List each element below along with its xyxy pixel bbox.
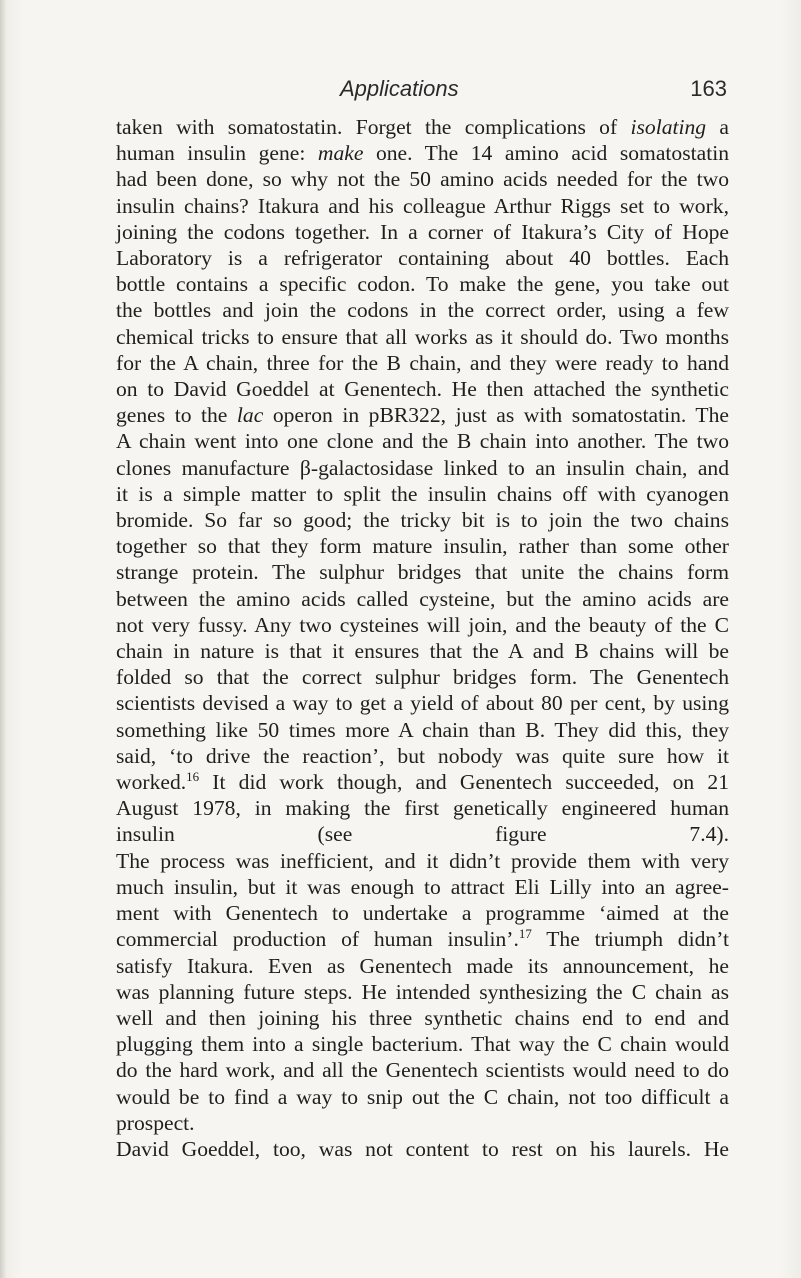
text-line: human insulin gene: make one. The 14 amino acid somatostatin: [116, 141, 729, 166]
text-line: worked.$^{16}$ It did work though, and Genentech succeeded, on 21: [116, 768, 729, 795]
text-line: would be to find a way to snip out the C chain, not too difficult a: [116, 1084, 729, 1109]
text-line: insulin chains? Itakura and his colleague Arthur Riggs set to work,: [116, 193, 729, 218]
text-line: much insulin, but it was enough to attract Eli Lilly into an agree-: [116, 874, 729, 899]
paragraph-1: [116, 114, 729, 848]
text-line: on to David Goeddel at Genentech. He then attached the synthetic: [116, 377, 729, 402]
text-line: insulin (see figure 7.4).: [116, 822, 729, 847]
text-line: said, ‘to drive the reaction’, but nobody was quite sure how it: [116, 743, 729, 768]
footnote-ref: 17: [518, 926, 532, 942]
text-line: strange protein. The sulphur bridges that unite the chains form: [116, 560, 729, 585]
text-line: David Goeddel, too, was not content to rest on his laurels. He: [116, 1136, 729, 1161]
page-header: [0, 76, 801, 110]
text-line: was planning future steps. He intended synthesizing the C chain as: [116, 979, 729, 1004]
footnote-ref: 16: [186, 768, 200, 784]
text-line: Laboratory is a refrigerator containing about 40 bottles. Each: [116, 246, 729, 271]
text-line: joining the codons together. In a corner of Itakura’s City of Hope: [116, 219, 729, 244]
text-line: not very fussy. Any two cysteines will join, and the beauty of the C: [116, 612, 729, 637]
text-line: ment with Genentech to undertake a programme ‘aimed at the: [116, 901, 729, 926]
body-text: [116, 114, 729, 1162]
text-line: clones manufacture β-galactosidase linked to an insulin chain, and: [116, 455, 729, 480]
text-line: August 1978, in making the first genetically engineered human: [116, 796, 729, 821]
text-line: A chain went into one clone and the B chain into another. The two: [116, 429, 729, 454]
text-line: had been done, so why not the 50 amino acids needed for the two: [116, 167, 729, 192]
text-line: genes to the lac operon in pBR322, just as with somatostatin. The: [116, 403, 729, 428]
emphasis: make: [317, 141, 364, 166]
text-line: well and then joining his three synthetic chains end to end and: [116, 1005, 729, 1030]
text-line: plugging them into a single bacterium. That way the C chain would: [116, 1032, 729, 1057]
text-line: satisfy Itakura. Even as Genentech made its announcement, he: [116, 953, 729, 978]
text-line: bromide. So far so good; the tricky bit is to join the two chains: [116, 508, 729, 533]
text-line: for the A chain, three for the B chain, and they were ready to hand: [116, 350, 729, 375]
text-line: folded so that the correct sulphur bridges form. The Genentech: [116, 665, 729, 690]
text-line: do the hard work, and all the Genentech scientists would need to do: [116, 1058, 729, 1083]
emphasis: lac: [236, 403, 264, 428]
text-line: something like 50 times more A chain than B. They did this, they: [116, 717, 729, 742]
text-line: it is a simple matter to split the insulin chains off with cyanogen: [116, 481, 729, 506]
text-line: chemical tricks to ensure that all works as it should do. Two months: [116, 324, 729, 349]
page-binding-shadow: [0, 0, 6, 1278]
text-line: the bottles and join the codons in the correct order, using a few: [116, 298, 729, 323]
paragraph-2: [116, 848, 729, 1136]
text-line: The process was inefficient, and it didn’t provide them with very: [116, 848, 729, 873]
text-line: bottle contains a specific codon. To make the gene, you take out: [116, 272, 729, 297]
emphasis: isolating: [630, 115, 707, 139]
running-head: Applications: [340, 76, 459, 101]
paragraph-3: [116, 1136, 729, 1162]
text-line: together so that they form mature insulin, rather than some other: [116, 534, 729, 559]
text-line: commercial production of human insulin’.$^{17}$ The triumph didn’t: [116, 926, 729, 952]
text-line: taken with somatostatin. Forget the complications of isolating a: [116, 115, 730, 139]
text-line: between the amino acids called cysteine, but the amino acids are: [116, 586, 729, 611]
text-line: scientists devised a way to get a yield of about 80 per cent, by using: [116, 691, 729, 716]
text-line: chain in nature is that it ensures that the A and B chains will be: [116, 639, 729, 664]
text-line: prospect.: [116, 1110, 195, 1135]
page-number: 163: [690, 76, 727, 101]
